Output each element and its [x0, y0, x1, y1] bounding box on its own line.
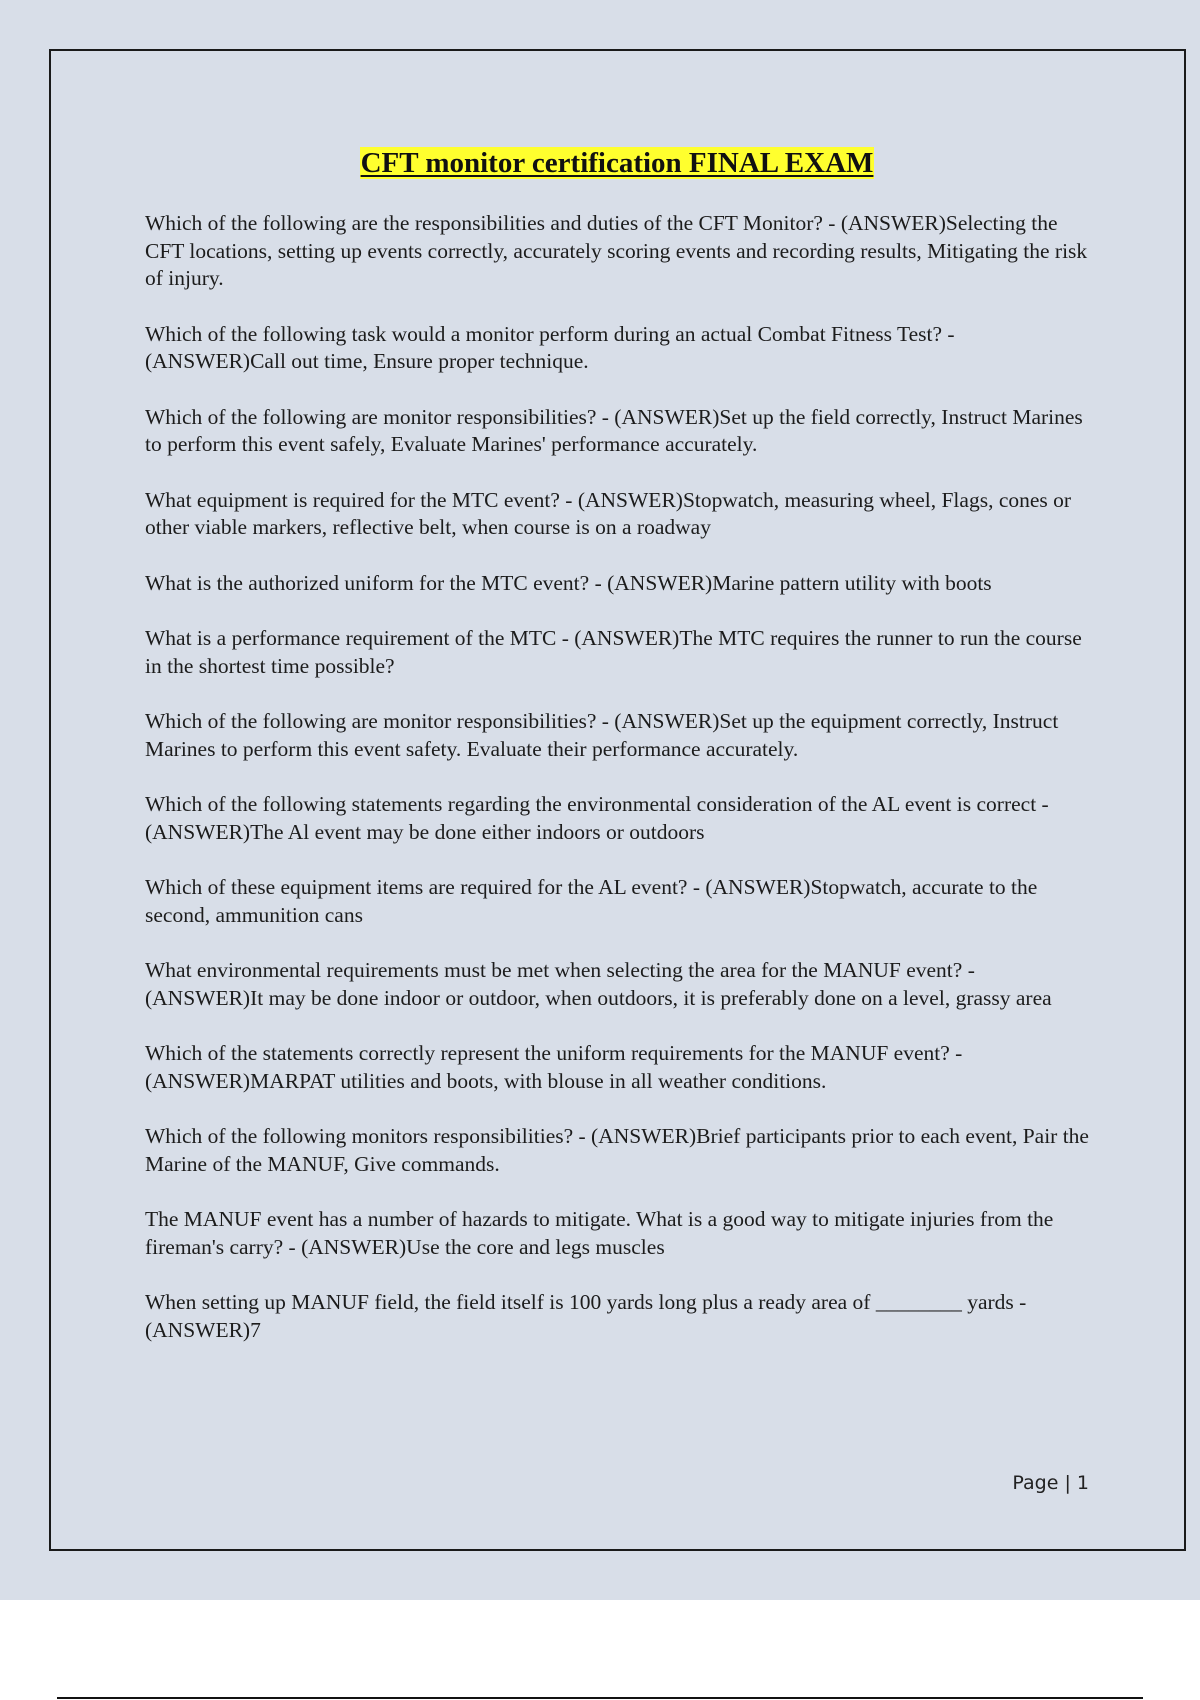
document-title	[0, 146, 1200, 180]
question-item: Which of the following are the responsibilities and duties of the CFT Monitor? - (ANSWER)Selecting the CFT locations, setting up events correctly, accurately scoring events and recording results, Mitigating the risk of injury.	[145, 211, 1088, 290]
page-number: Page | 1	[1012, 1472, 1089, 1494]
question-item: What is the authorized uniform for the MTC event? - (ANSWER)Marine pattern utility with boots	[145, 570, 992, 595]
question-item: Which of the following are monitor responsibilities? - (ANSWER)Set up the field correctly, Instruct Marines to perform this event safely, Evaluate Marines' performance accurately.	[145, 404, 1083, 456]
question-item: The MANUF event has a number of hazards to mitigate. What is a good way to mitigate injuries from the fireman's carry? - (ANSWER)Use the core and legs muscles	[145, 1207, 1054, 1259]
question-item: What equipment is required for the MTC event? - (ANSWER)Stopwatch, measuring wheel, Flags, cones or other viable markers, reflective belt, when course is on a roadway	[145, 487, 1072, 539]
question-item: Which of these equipment items are required for the AL event? - (ANSWER)Stopwatch, accurate to the second, ammunition cans	[145, 875, 1038, 927]
question-item: Which of the following task would a monitor perform during an actual Combat Fitness Test? - (ANSWER)Call out time, Ensure proper technique.	[145, 321, 955, 373]
question-item: Which of the following are monitor responsibilities? - (ANSWER)Set up the equipment correctly, Instruct Marines to perform this event safety. Evaluate their performance accurately.	[145, 709, 1059, 761]
question-item: When setting up MANUF field, the field itself is 100 yards long plus a ready area of ________ yards - (ANSWER)7	[145, 1290, 1027, 1342]
question-item: Which of the following monitors responsibilities? - (ANSWER)Brief participants prior to each event, Pair the Marine of the MANUF, Give commands.	[145, 1124, 1089, 1176]
document-title-text: CFT monitor certification FINAL EXAM	[360, 147, 874, 179]
question-item: What environmental requirements must be met when selecting the area for the MANUF event? - (ANSWER)It may be done indoor or outdoor, when outdoors, it is preferably done on a level, grassy area	[145, 958, 1052, 1010]
next-page-divider	[57, 1697, 1143, 1699]
question-list	[145, 210, 1090, 1372]
question-item: Which of the following statements regarding the environmental consideration of the AL event is correct - (ANSWER)The Al event may be done either indoors or outdoors	[145, 792, 1049, 844]
question-item: Which of the statements correctly represent the uniform requirements for the MANUF event? - (ANSWER)MARPAT utilities and boots, with blouse in all weather conditions.	[145, 1041, 963, 1093]
question-item: What is a performance requirement of the MTC - (ANSWER)The MTC requires the runner to run the course in the shortest time possible?	[145, 626, 1082, 678]
